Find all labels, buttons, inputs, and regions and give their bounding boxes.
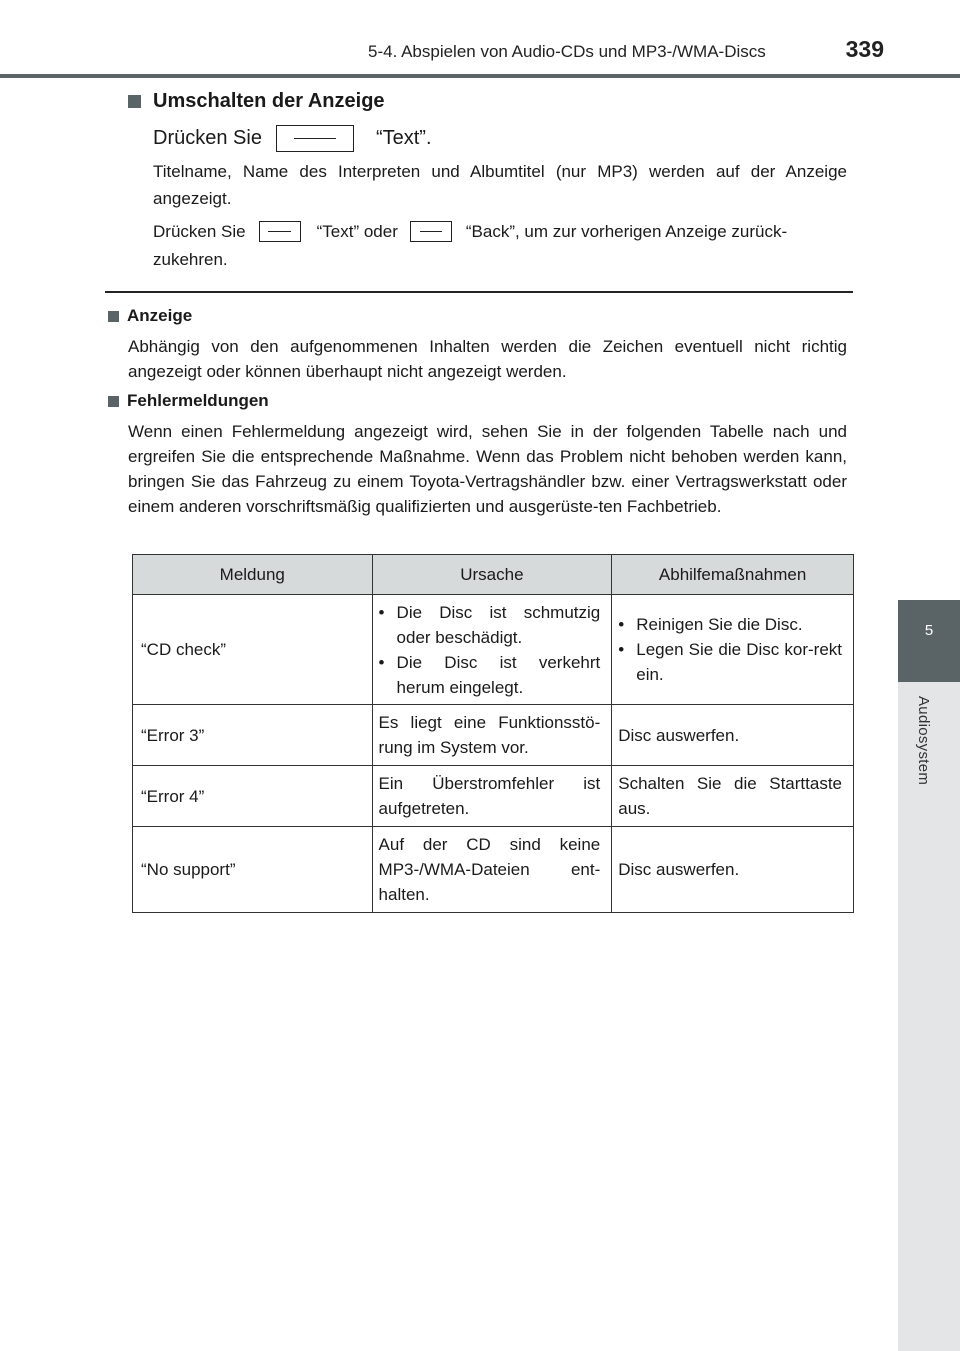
page-number: 339 <box>845 36 884 62</box>
error-message-table <box>132 554 854 913</box>
cell-message: “CD check” <box>133 595 373 705</box>
header-rule <box>0 74 960 78</box>
display-text: Abhängig von den aufgenommenen Inhalten werden die Zeichen eventuell nicht richtig angezeigt oder können überhaupt nicht angezeigt werden. <box>128 337 847 381</box>
switch-description: Titelname, Name des Interpreten und Albumtitel (nur MP3) werden auf der Anzeige angezeigt. <box>153 162 847 208</box>
cell-message: “Error 3” <box>133 705 373 766</box>
cell-message: “No support” <box>133 827 373 913</box>
errors-text: Wenn einen Fehlermeldung angezeigt wird, sehen Sie in der folgenden Tabelle nach und ergreifen Sie die entsprechende Maßnahme. Wenn das Problem nicht behoben werden kann, bringen Sie das Fahrzeug zu einem Toyota-Vertragshändler bzw. einer Vertragswerkstatt oder einem anderen vorschriftsmäßig qualifizierten und ausgerüste-ten Fachbetrieb. <box>128 422 847 516</box>
cell-remedy <box>612 595 854 705</box>
cell-cause: Es liegt eine Funktionsstö-rung im System vor. <box>372 705 612 766</box>
running-header: 5-4. Abspielen von Audio-CDs und MP3-/WMA-Discs <box>368 42 766 61</box>
column-header-remedy: Abhilfemaßnahmen <box>612 555 854 595</box>
back-middle: “Text” oder <box>316 221 398 241</box>
cause-item: • Die Disc ist schmutzig oder beschädigt. <box>379 600 601 650</box>
press-prefix: Drücken Sie <box>153 127 262 149</box>
table-header-row <box>133 555 854 595</box>
square-bullet-icon <box>108 311 119 322</box>
remedy-item: • Legen Sie die Disc kor-rekt ein. <box>618 637 842 687</box>
section-heading-text: Fehlermeldungen <box>127 391 269 410</box>
cell-cause: Ein Überstromfehler ist aufgetreten. <box>372 766 612 827</box>
section-heading-text: Umschalten der Anzeige <box>153 90 385 112</box>
press-text-instruction <box>153 125 432 152</box>
back-instruction <box>153 221 847 242</box>
back-suffix: “Back”, um zur vorherigen Anzeige zurück- <box>465 221 788 241</box>
cell-cause: Auf der CD sind keine MP3-/WMA-Dateien ent-halten. <box>372 827 612 913</box>
chapter-tab-label: Audiosystem <box>915 696 932 786</box>
cause-item: • Die Disc ist verkehrt herum eingelegt. <box>379 650 601 700</box>
back-prefix: Drücken Sie <box>153 221 246 241</box>
cell-message: “Error 4” <box>133 766 373 827</box>
section-heading-errors <box>108 391 269 411</box>
cell-remedy: Disc auswerfen. <box>612 827 854 913</box>
control-button-icon <box>259 221 301 242</box>
control-button-icon <box>410 221 452 242</box>
table-row <box>133 766 854 827</box>
column-header-cause: Ursache <box>372 555 612 595</box>
press-suffix: “Text”. <box>375 127 432 149</box>
section-heading-switch <box>128 90 385 113</box>
cell-remedy: Disc auswerfen. <box>612 705 854 766</box>
control-button-icon <box>276 125 354 152</box>
section-heading-display <box>108 306 192 326</box>
section-divider <box>105 291 853 293</box>
square-bullet-icon <box>108 396 119 407</box>
table-row <box>133 827 854 913</box>
chapter-tab <box>898 600 960 682</box>
table-row <box>133 705 854 766</box>
section-heading-text: Anzeige <box>127 306 193 325</box>
chapter-tab-number: 5 <box>924 622 934 639</box>
column-header-message: Meldung <box>133 555 373 595</box>
remedy-item: • Reinigen Sie die Disc. <box>618 612 842 637</box>
back-continuation: zukehren. <box>153 250 228 269</box>
cell-remedy: Schalten Sie die Starttaste aus. <box>612 766 854 827</box>
table-row <box>133 595 854 705</box>
square-bullet-icon <box>128 95 141 108</box>
cell-cause <box>372 595 612 705</box>
